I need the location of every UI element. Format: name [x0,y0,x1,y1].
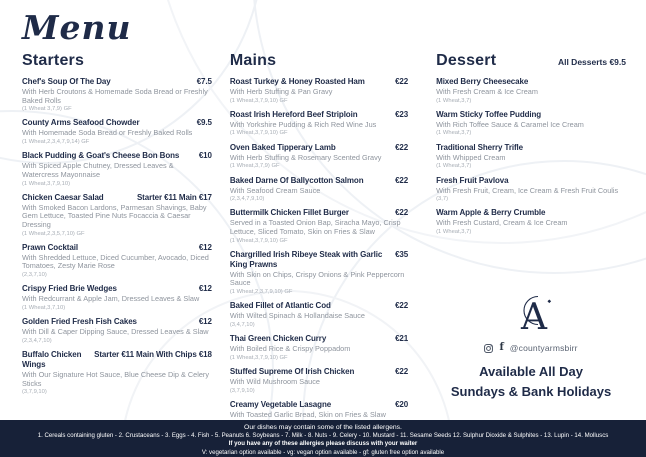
item-header [436,110,626,120]
menu-item [230,301,408,329]
item-price: €12 [198,242,212,252]
dessert-heading-row [436,52,626,77]
item-description: With Rich Toffee Sauce & Caramel Ice Cream [436,119,584,129]
item-allergens: (1 Wheat,3,7,9,10) GF [229,237,288,244]
item-allergens: (1 Wheat,3,7,9,10) GF [229,97,288,104]
menu-item [230,208,408,244]
item-header [230,143,408,153]
menu-item [436,208,626,236]
item-description: With Herb Stuffing & Pan Gravy [229,87,333,96]
allergen-warning: If you have any of these allergies please discuss with your waiter [228,440,418,448]
item-description: With Redcurrant & Apple Jam, Dressed Leaves & Slaw [22,294,200,304]
mains-column [230,8,408,433]
item-allergens: (1 Wheat,3,7,10) [22,304,66,311]
item-allergens: (1 Wheat,2,3,4,7,9,14) GF [22,139,90,146]
item-header [436,77,626,87]
menu-item [436,77,626,105]
item-allergens: (1 Wheat,3,7) [436,163,472,170]
item-price: €12 [198,284,212,294]
menu-item [230,143,408,171]
item-price: €20 [395,399,409,409]
item-allergens: (3,4,7,10) [229,321,255,328]
menu-item [230,367,408,395]
all-desserts-price: All Desserts €9.5 [557,57,626,67]
brand-block [436,288,626,402]
menu-item [230,176,408,204]
menu-item [436,143,626,171]
item-price: €10 [198,151,212,161]
item-name: Stuffed Supreme Of Irish Chicken [229,366,355,376]
county-arms-monogram-logo [508,288,554,334]
item-header [22,317,212,327]
menu-item [22,151,212,187]
availability-line-2: Sundays & Bank Holidays [450,384,612,400]
item-price: €7.5 [196,77,212,86]
item-description: With Whipped Cream [436,152,506,162]
availability-line-1: Available All Day [479,364,583,380]
item-price: €22 [395,175,409,185]
menu-item [230,250,408,296]
menu-item [22,77,212,113]
item-header [22,151,212,161]
item-allergens: (1 Wheat,2,3,7,9,10) GF [229,289,293,296]
item-name: Chicken Caesar Salad [22,192,104,202]
social-row [436,343,626,353]
menu-columns [22,8,626,433]
item-price: €35 [395,249,409,259]
allergen-footer-bar [0,420,646,457]
item-allergens: (1 Wheat,3,7,9) GF [229,163,280,170]
item-price: €22 [395,366,409,376]
starters-column [22,8,212,433]
menu-item [22,193,212,238]
item-header [22,243,212,253]
item-header [230,110,408,120]
allergen-list: 1. Cereals containing gluten - 2. Crustaceans - 3. Eggs - 4. Fish - 5. Peanuts 6. Soybeans - 7. Milk - 8. Nuts - 9. Celery - 10. Mustard - 11. Sesame Seeds 12. Sulphur Dioxide & Sulphites - 13. Lupin - 14. Molluscs [37,432,609,440]
item-description: With Spiced Apple Chutney, Dressed Leaves & Watercress Mayonnaise [22,161,174,179]
item-price: €22 [395,142,409,152]
item-allergens: (1 Wheat,3,7) [436,97,472,104]
item-name: Buttermilk Chicken Fillet Burger [229,208,349,218]
item-header [230,400,408,410]
item-name: Warm Sticky Toffee Pudding [436,109,542,119]
item-price: €22 [395,208,409,218]
menu-item [436,176,626,204]
allergen-notice: Our dishes may contain some of the listed allergens. [244,424,402,431]
item-header [230,301,408,311]
item-header [22,284,212,294]
menu-item [22,243,212,279]
item-description: With Smoked Bacon Lardons, Parmesan Shavings, Baby Gem Lettuce, Toasted Pine Nuts Focaccia & Caesar Dressing [22,202,207,229]
item-allergens: (1 Wheat,3,7,9,10) GF [229,354,288,361]
item-header [230,250,408,270]
item-header [230,208,408,218]
item-header [230,334,408,344]
item-header [436,176,626,186]
item-description: With Wild Mushroom Sauce [229,376,320,386]
item-description: With Boiled Rice & Crispy Poppadom [229,344,351,354]
item-description: With Fresh Custard, Cream & Ice Cream [436,218,568,228]
item-name: Thai Green Chicken Curry [229,334,327,344]
item-allergens: (3,7,9,10) [229,387,255,394]
menu-item [436,110,626,138]
item-header [230,77,408,87]
menu-title: Menu [22,8,132,47]
item-header [22,193,212,203]
item-description: With Fresh Fruit, Cream, Ice Cream & Fresh Fruit Coulis [436,185,619,195]
item-name: Warm Apple & Berry Crumble [436,208,546,218]
item-price: €22 [395,301,409,311]
item-name: Roast Turkey & Honey Roasted Ham [229,77,365,86]
item-header [230,367,408,377]
item-allergens: (2,3,7,10) [22,272,47,279]
menu-item [230,110,408,138]
item-allergens: (1 Wheat,3,7,9,10) [22,180,71,187]
starters-heading: Starters [22,52,85,69]
item-name: Creamy Vegetable Lasagne [229,399,332,409]
item-description: With Shredded Lettuce, Diced Cucumber, Avocado, Diced Tomatoes, Zesty Marie Rose [22,252,209,271]
item-name: Roast Irish Hereford Beef Striploin [229,109,358,119]
menu-item [22,317,212,345]
item-description: With Herb Stuffing & Rosemary Scented Gravy [229,152,382,162]
item-price: Starter €11 Main With Chips €18 [94,349,212,359]
svg-text:A: A [521,297,548,335]
item-description: Served in a Toasted Onion Bap, Siracha Mayo, Crisp Lettuce, Sliced Tomato, Skin on Fries & Slaw [229,218,401,236]
mains-heading: Mains [229,52,277,69]
item-description: With Skin on Chips, Crispy Onions & Pink Peppercorn Sauce [229,269,405,288]
facebook-icon[interactable]: f [499,342,504,354]
item-name: Baked Fillet of Atlantic Cod [229,301,331,311]
item-price: €22 [395,77,409,86]
item-header [436,143,626,153]
social-handle[interactable]: @countyarmsbirr [509,343,578,354]
instagram-icon[interactable] [484,344,493,353]
item-name: Oven Baked Tipperary Lamb [229,142,336,152]
item-name: Crispy Fried Brie Wedges [22,284,117,294]
item-name: Chef's Soup Of The Day [22,77,111,86]
menu-item [22,284,212,312]
availability-note [436,362,626,402]
item-name: Traditional Sherry Trifle [436,142,523,152]
item-description: With Dill & Caper Dipping Sauce, Dressed Leaves & Slaw [22,327,209,337]
item-allergens: (1 Wheat,3,7,9,10) GF [229,130,288,137]
item-allergens: (1 Wheat,3,7) [436,228,472,235]
item-description: With Fresh Cream & Ice Cream [436,87,538,96]
item-description: With Homemade Soda Bread or Freshly Baked Rolls [22,128,193,138]
item-name: County Arms Seafood Chowder [22,118,140,128]
item-description: With Yorkshire Pudding & Rich Red Wine Jus [229,119,377,129]
item-name: Mixed Berry Cheesecake [436,77,529,86]
item-allergens: (1 Wheat 3,7,9) GF [22,106,72,113]
item-name: Chargrilled Irish Ribeye Steak with Garlic King Prawns [229,249,383,269]
item-allergens: (2,3,4,7,9,10) [229,196,265,203]
item-name: Black Pudding & Goat's Cheese Bon Bons [22,151,180,161]
item-allergens: (1 Wheat,2,3,5,7,10) GF [22,230,85,237]
item-header [22,350,212,370]
item-name: Golden Fried Fresh Fish Cakes [22,317,137,327]
item-description: With Our Signature Hot Sauce, Blue Cheese Dip & Celery Sticks [22,369,209,388]
item-name: Prawn Cocktail [22,242,78,252]
item-name: Fresh Fruit Pavlova [436,175,509,185]
dessert-list [436,77,626,236]
item-name: Baked Darne Of Ballycotton Salmon [229,175,364,185]
item-description: With Wilted Spinach & Hollandaise Sauce [229,311,365,321]
menu-item [230,77,408,105]
item-price: €9.5 [196,118,212,128]
item-header [230,176,408,186]
item-header [22,118,212,128]
item-price: €21 [395,334,409,344]
item-header [436,208,626,218]
item-description: With Toasted Garlic Bread, Skin on Fries & Slaw [229,409,386,419]
mains-list [230,77,408,428]
dietary-options-key: V: vegetarian option available - vg: vegan option available - gf: gluten free option available [201,448,445,456]
menu-item [22,350,212,396]
item-description: With Herb Croutons & Homemade Soda Bread or Freshly Baked Rolls [22,87,208,105]
item-price: €23 [395,109,409,119]
item-allergens: (3,7) [436,196,449,203]
item-description: With Seafood Cream Sauce [229,185,321,195]
item-allergens: (3,7,9,10) [22,389,47,396]
item-header [22,77,212,87]
item-price: €12 [198,317,212,327]
dessert-column [436,8,626,433]
menu-item [230,334,408,362]
item-name: Buffalo Chicken Wings [22,349,82,369]
item-allergens: (1 Wheat,3,7) [436,130,472,137]
dessert-heading: Dessert [436,52,497,69]
starters-list [22,77,212,396]
item-price: Starter €11 Main €17 [136,192,212,202]
item-allergens: (2,3,4,7,10) [22,337,52,344]
menu-item [22,118,212,146]
